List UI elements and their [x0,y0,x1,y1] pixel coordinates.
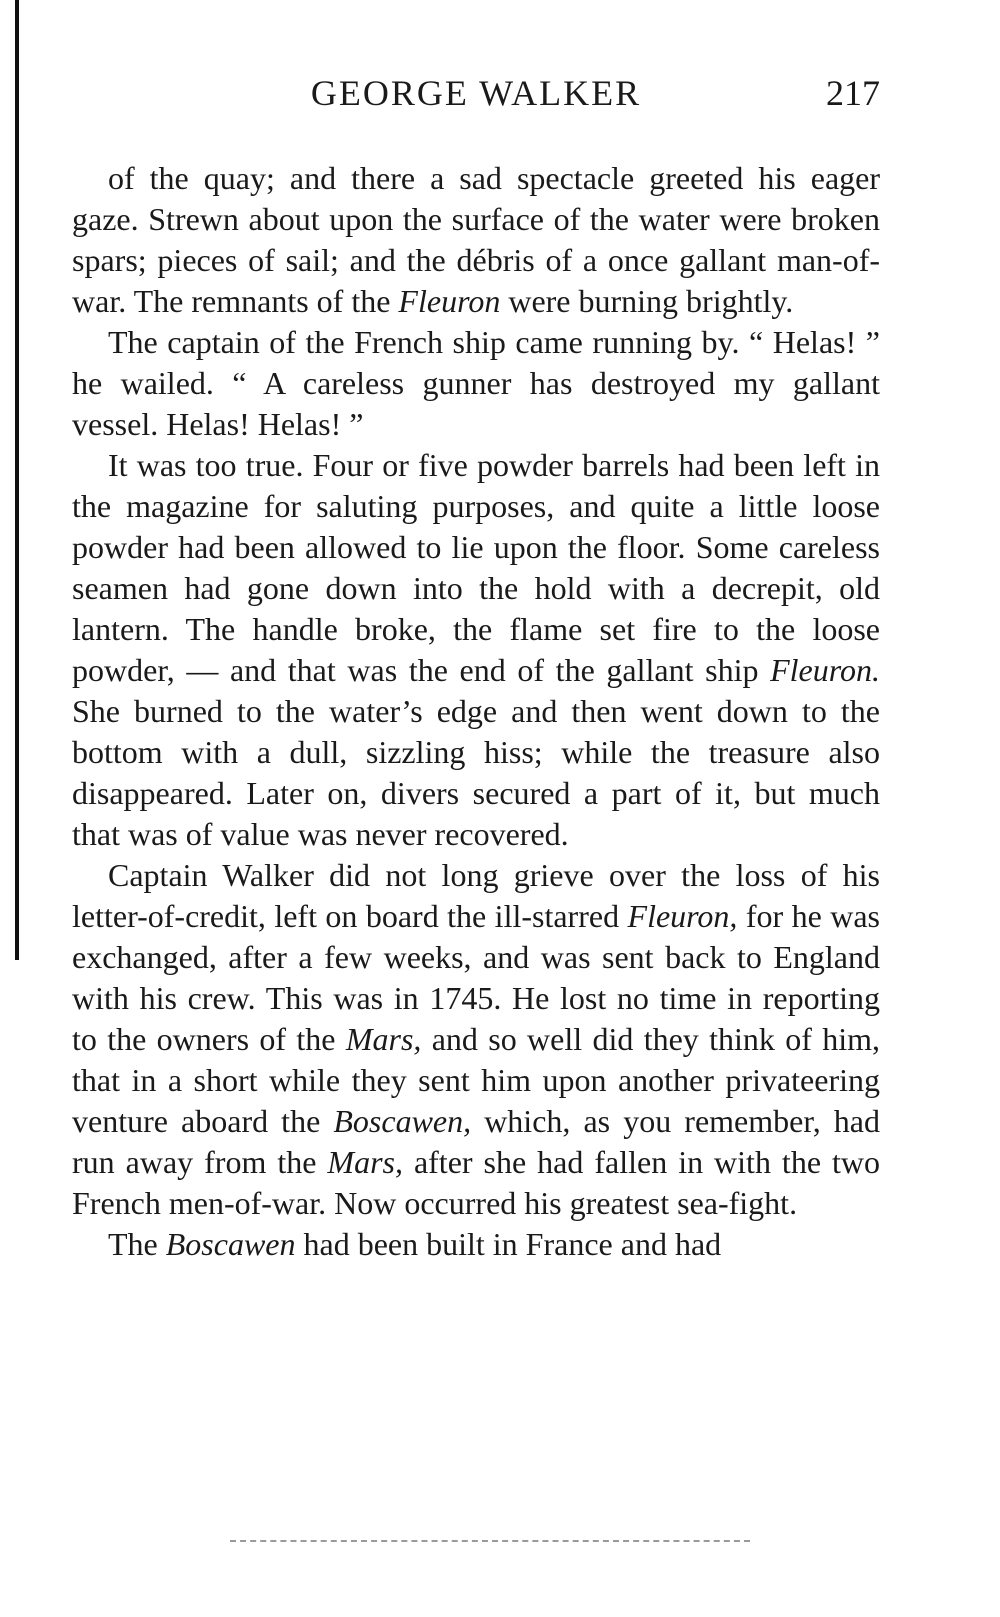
paragraph [72,1224,880,1265]
italic-text: Fleuron [398,283,501,319]
running-head: GEORGE WALKER [310,73,642,113]
text-run: Captain Walker did not long grieve over the loss of his letter-of-credit, left on board the ill-starred [72,857,880,934]
text-run: The captain of the French ship came running by. “ Helas! ” he wailed. “ A careless gunner has destroyed my gallant vessel. Helas! Helas! ” [72,324,880,442]
page-number: 217 [826,73,880,113]
text-run: which, as you remember, had run away from the [72,1103,881,1180]
text-run: The [108,1226,166,1262]
italic-text: Mars, [327,1144,403,1180]
text-run: were burning brightly. [500,283,794,319]
text-run: It was too true. Four or five powder barrels had been left in the magazine for saluting purposes, and quite a little loose powder had been allowed to lie upon the floor. Some careless seamen had gone down into the hold with a decrepit, old lantern. The handle broke, the flame set fire to the loose powder, — and that was the end of the gallant ship [72,447,880,688]
text-run: of the quay; and there a sad spectacle greeted his eager gaze. Strewn about upon the surface of the water were broken spars; pieces of sail; and the débris of a once gallant man-of-war. The remnants of the [72,160,880,319]
italic-text: Fleuron, [627,898,738,934]
page-header [72,72,880,124]
text-run: and so well did they think of him, that in a short while they sent him upon another privateering venture aboard the [72,1021,881,1139]
italic-text: Mars, [345,1021,422,1057]
paragraph [72,322,880,445]
page-edge-rule [15,0,19,960]
text-run: for he was exchanged, after a few weeks, and was sent back to England with his crew. This was in 1745. He lost no time in reporting to the owners of the [72,898,881,1057]
italic-text: Boscawen [165,1226,296,1262]
paragraph [72,158,880,322]
text-run: She burned to the water’s edge and then went down to the bottom with a dull, sizzling hiss; while the treasure also disappeared. Later on, divers secured a part of it, but much that was of value was never recovered. [72,693,880,852]
italic-text: Boscawen, [333,1103,472,1139]
text-run: had been built in France and had [295,1226,722,1262]
italic-text: Fleuron. [770,652,880,688]
text-run: after she had fallen in with the two French men-of-war. Now occurred his greatest sea-fight. [72,1144,881,1221]
paragraph [72,445,880,855]
paragraph [72,855,880,1224]
footer-rule [230,1540,750,1542]
body-text [72,158,880,1265]
